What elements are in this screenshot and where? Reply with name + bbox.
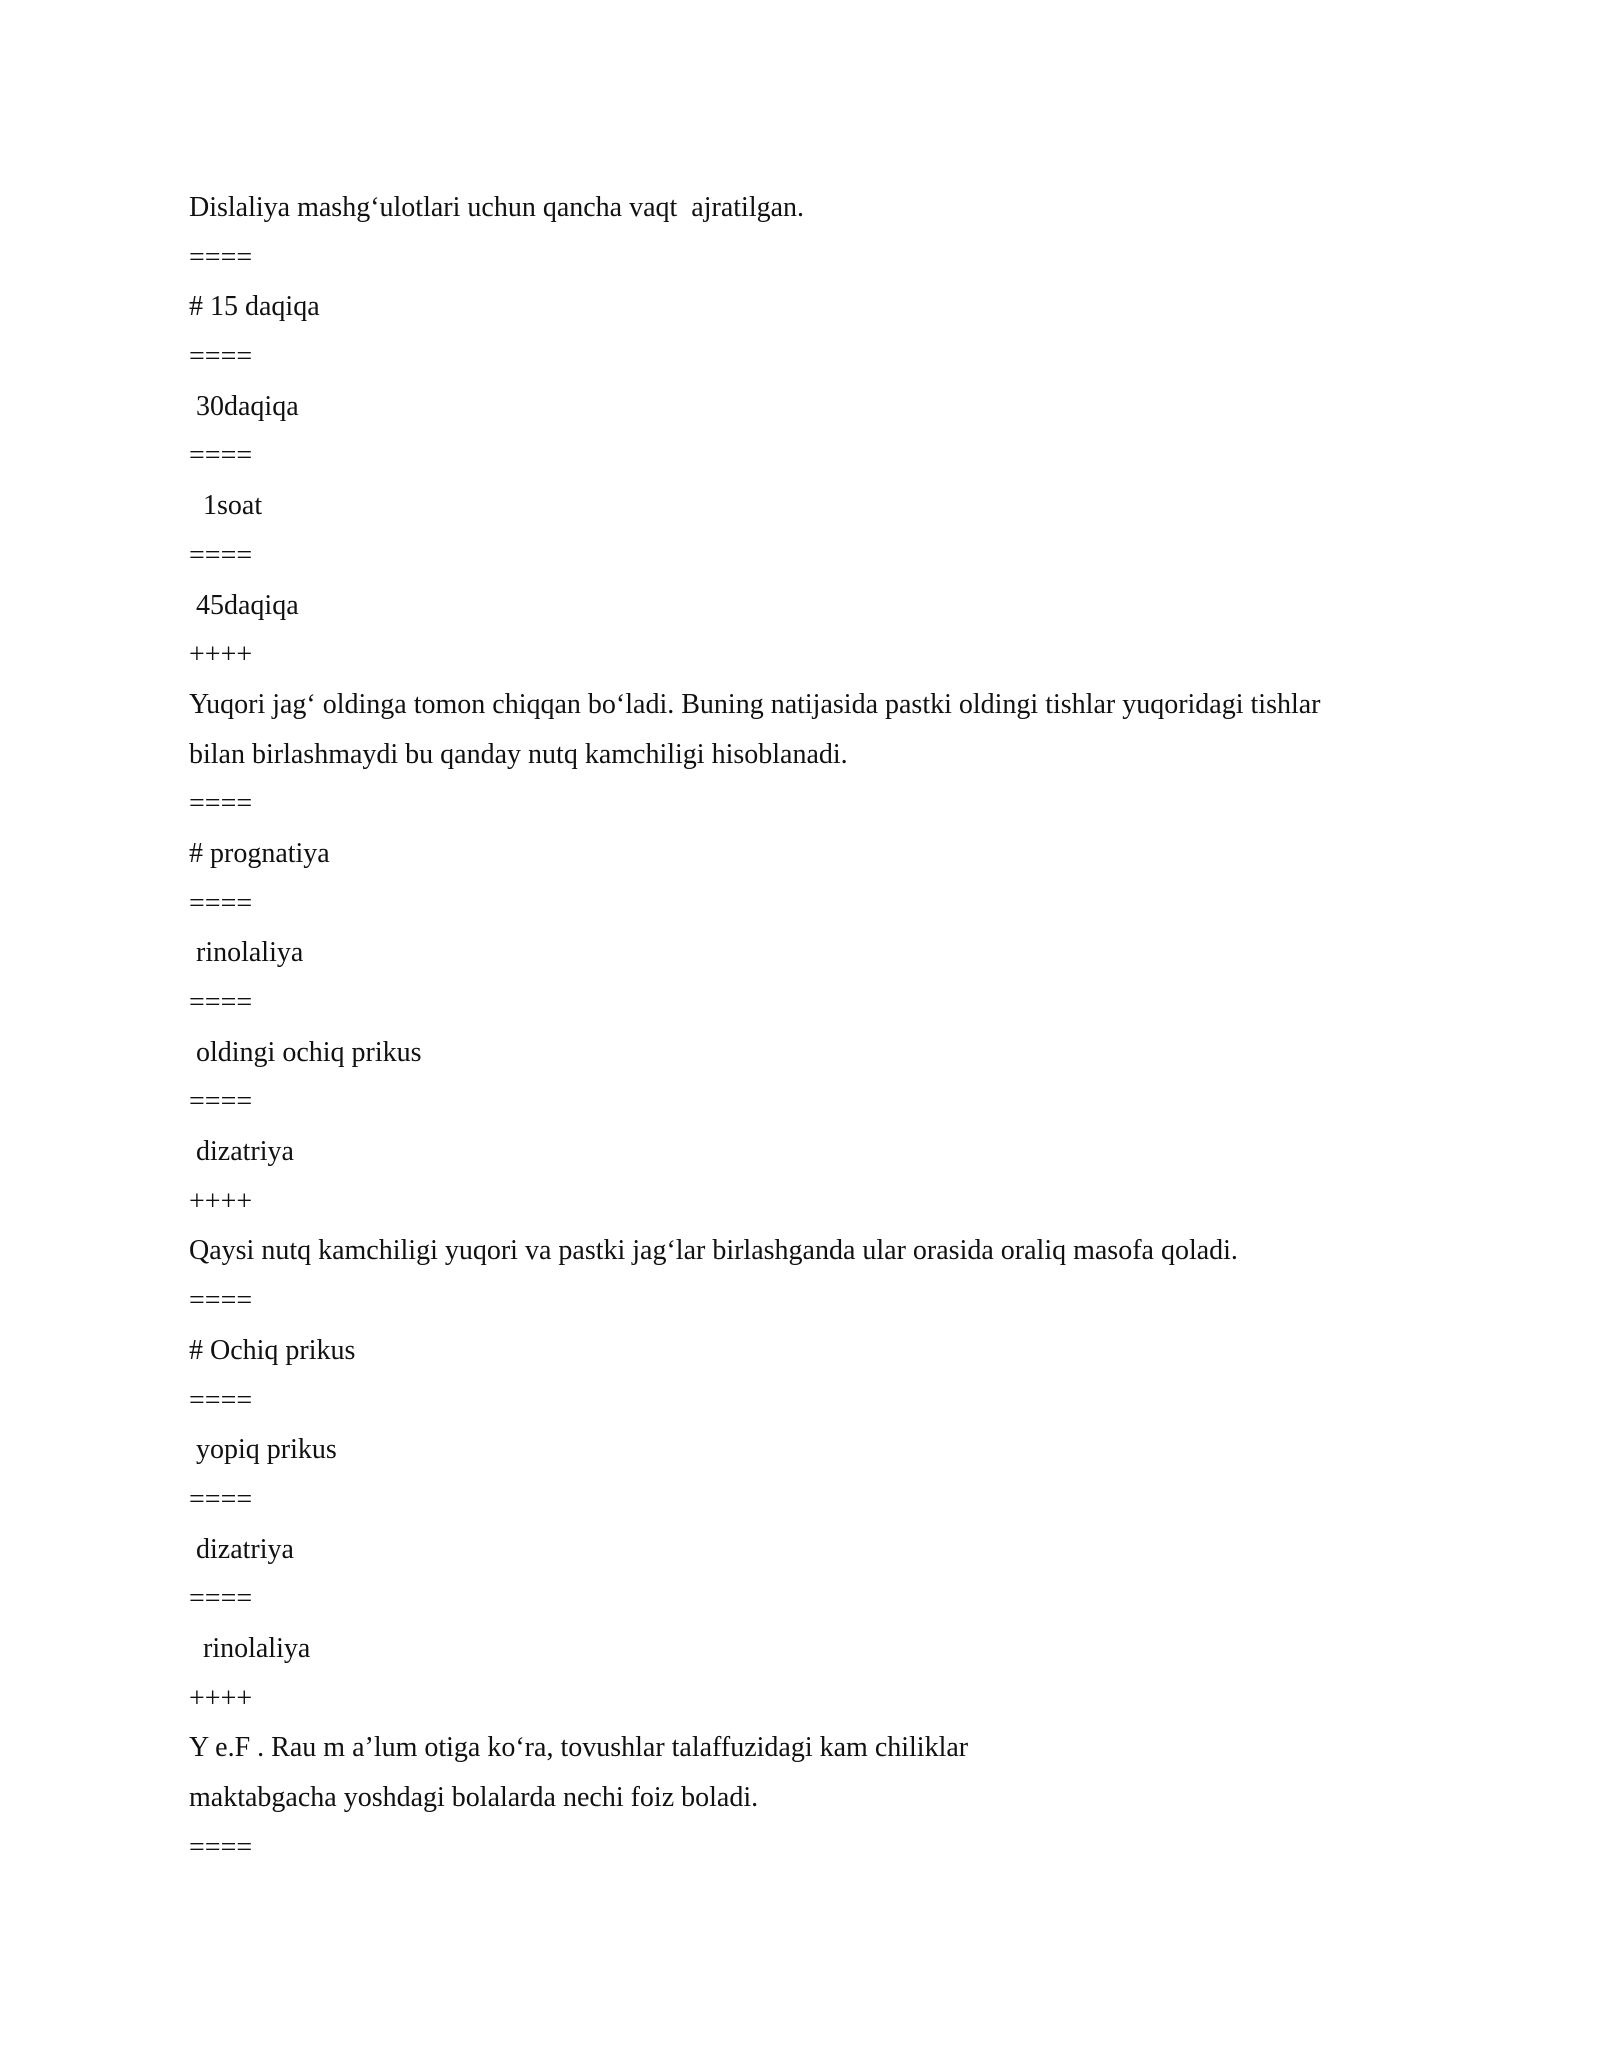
separator-line: ==== [189, 539, 253, 571]
question-line: Yuqori jag‘ oldinga tomon chiqqan bo‘ladi. Buning natijasida pastki oldingi tishlar yuqoridagi tishlar [189, 688, 1321, 720]
separator-line: ==== [189, 241, 253, 273]
question-line: Dislaliya mashg‘ulotlari uchun qancha vaqt ajratilgan. [189, 192, 805, 223]
separator-line: ==== [189, 1831, 253, 1863]
question-line: Y e.F . Rau m a’lum otiga ko‘ra, tovushlar talaffuzidagi kam chiliklar [189, 1732, 969, 1764]
question-line: bilan birlashmaydi bu qanday nutq kamchiligi hisoblanadi. [189, 738, 848, 770]
separator-line: ==== [189, 788, 253, 820]
question-separator-line: ++++ [189, 1185, 253, 1217]
answer-line: oldingi ochiq prikus [189, 1036, 422, 1068]
answer-line: 30daqiqa [189, 390, 299, 422]
answer-line: dizatriya [189, 1136, 294, 1168]
question-separator-line: ++++ [189, 639, 253, 671]
answer-line-correct: # Ochiq prikus [189, 1334, 356, 1366]
question-line: Qaysi nutq kamchiligi yuqori va pastki jag‘lar birlashganda ular orasida oraliq masofa qoladi. [189, 1235, 1238, 1267]
separator-line: ==== [189, 1086, 253, 1118]
separator-line: ==== [189, 987, 253, 1018]
answer-line: 1soat [189, 490, 263, 522]
separator-line: ==== [189, 440, 253, 472]
separator-line: ==== [189, 341, 253, 373]
separator-line: ==== [189, 1483, 253, 1515]
answer-line: rinolaliya [189, 1632, 311, 1664]
separator-line: ==== [189, 1285, 253, 1317]
document-body [189, 183, 1429, 1872]
question-line: maktabgacha yoshdagi bolalarda nechi foiz boladi. [189, 1782, 759, 1813]
answer-line: dizatriya [189, 1533, 294, 1565]
answer-line: rinolaliya [189, 937, 304, 969]
separator-line: ==== [189, 1384, 253, 1416]
answer-line: 45daqiqa [189, 589, 299, 621]
separator-line: ==== [189, 887, 253, 919]
answer-line: yopiq prikus [189, 1434, 337, 1466]
answer-line-correct: # prognatiya [189, 837, 330, 869]
separator-line: ==== [189, 1583, 253, 1615]
question-separator-line: ++++ [189, 1682, 253, 1714]
answer-line-correct: # 15 daqiqa [189, 291, 320, 323]
